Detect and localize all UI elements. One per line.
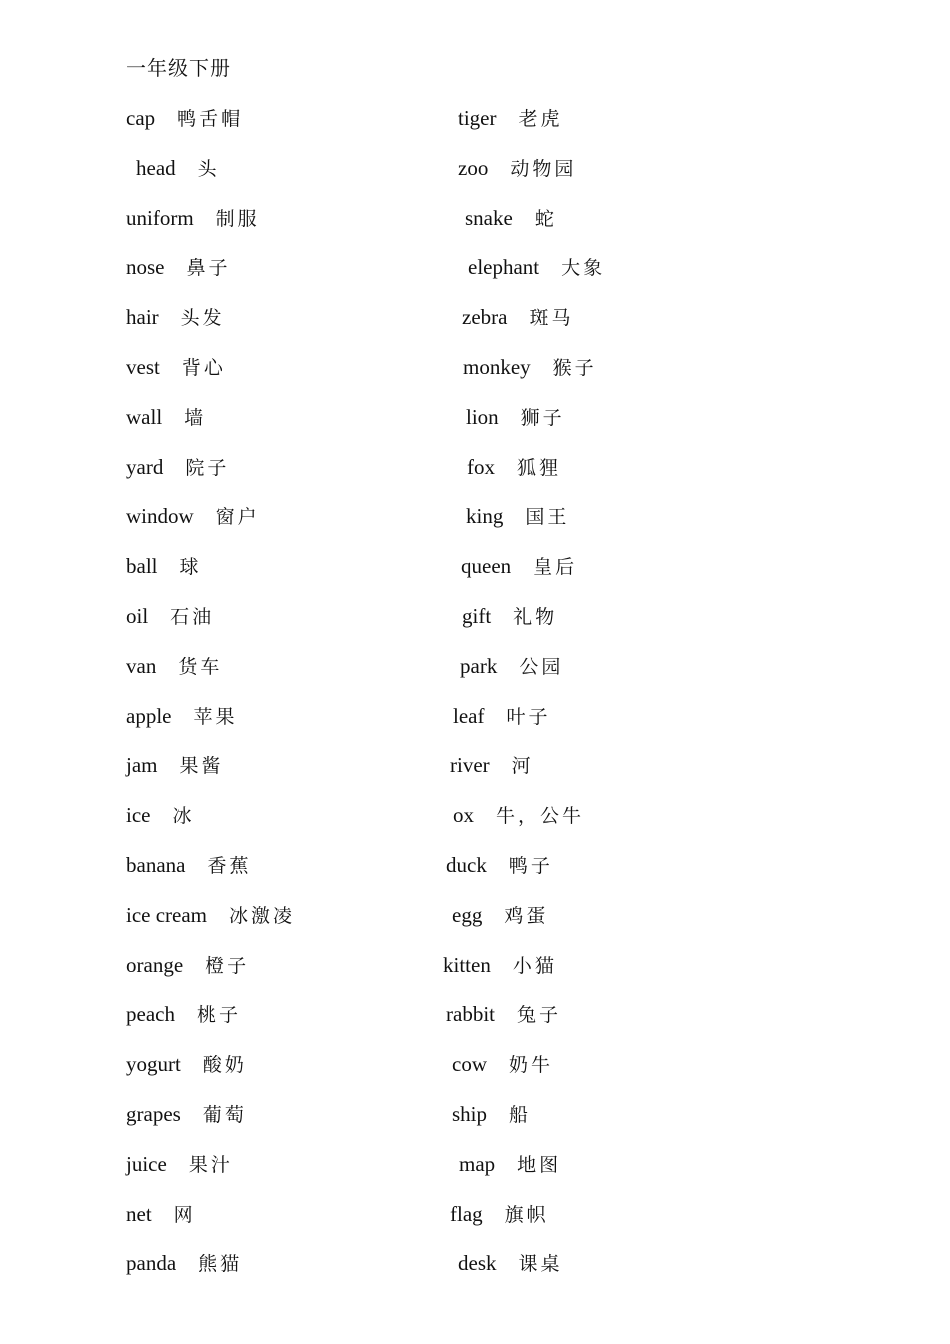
english-word: yard bbox=[126, 455, 164, 479]
english-word: kitten bbox=[443, 953, 491, 977]
vocab-entry-right bbox=[453, 801, 584, 829]
english-word: juice bbox=[126, 1152, 167, 1176]
chinese-meaning: 狐狸 bbox=[517, 457, 562, 479]
chinese-meaning: 货车 bbox=[178, 656, 223, 678]
chinese-meaning: 猴子 bbox=[552, 357, 597, 379]
chinese-meaning: 球 bbox=[179, 556, 202, 578]
chinese-meaning: 老虎 bbox=[518, 108, 563, 130]
chinese-meaning: 橙子 bbox=[205, 955, 250, 977]
english-word: park bbox=[460, 654, 498, 678]
vocab-entry-left bbox=[126, 303, 225, 331]
chinese-meaning: 头发 bbox=[180, 307, 225, 329]
chinese-meaning: 制服 bbox=[215, 208, 260, 230]
english-word: net bbox=[126, 1202, 152, 1226]
vocab-entry-right bbox=[459, 1150, 561, 1178]
chinese-meaning: 狮子 bbox=[520, 407, 565, 429]
vocab-entry-left bbox=[126, 552, 202, 580]
chinese-meaning: 小猫 bbox=[512, 955, 557, 977]
page-title: 一年级下册 bbox=[126, 58, 231, 80]
english-word: window bbox=[126, 504, 194, 528]
chinese-meaning: 皇后 bbox=[533, 556, 578, 578]
chinese-meaning: 窗户 bbox=[215, 506, 260, 528]
chinese-meaning: 大象 bbox=[561, 257, 606, 279]
english-word: hair bbox=[126, 305, 159, 329]
english-word: ox bbox=[453, 803, 474, 827]
english-word: peach bbox=[126, 1002, 175, 1026]
chinese-meaning: 公园 bbox=[519, 656, 564, 678]
chinese-meaning: 鸭舌帽 bbox=[177, 108, 244, 130]
chinese-meaning: 动物园 bbox=[510, 158, 577, 180]
english-word: duck bbox=[446, 853, 487, 877]
chinese-meaning: 熊猫 bbox=[198, 1253, 243, 1275]
english-word: king bbox=[466, 504, 504, 528]
chinese-meaning: 鸡蛋 bbox=[504, 905, 549, 927]
english-word: apple bbox=[126, 704, 172, 728]
vocab-entry-left bbox=[126, 652, 222, 680]
vocab-entry-left bbox=[126, 1249, 242, 1277]
chinese-meaning: 葡萄 bbox=[202, 1104, 247, 1126]
english-word: elephant bbox=[468, 255, 540, 279]
english-word: egg bbox=[452, 903, 483, 927]
chinese-meaning: 叶子 bbox=[506, 706, 551, 728]
english-word: fox bbox=[467, 455, 495, 479]
vocab-entry-right bbox=[462, 602, 557, 630]
vocab-entry-right bbox=[458, 1249, 563, 1277]
chinese-meaning: 蛇 bbox=[534, 208, 557, 230]
english-word: snake bbox=[465, 206, 513, 230]
vocab-entry-left bbox=[126, 1200, 196, 1228]
english-word: queen bbox=[461, 554, 512, 578]
english-word: rabbit bbox=[446, 1002, 495, 1026]
english-word: river bbox=[450, 753, 490, 777]
vocab-entry-left bbox=[126, 204, 260, 232]
vocab-entry-left bbox=[126, 1000, 241, 1028]
chinese-meaning: 背心 bbox=[181, 357, 226, 379]
chinese-meaning: 果汁 bbox=[188, 1154, 233, 1176]
english-word: ball bbox=[126, 554, 158, 578]
english-word: cap bbox=[126, 106, 156, 130]
english-word: van bbox=[126, 654, 157, 678]
vocab-entry-right bbox=[467, 453, 561, 481]
english-word: orange bbox=[126, 953, 184, 977]
vocab-entry-right bbox=[463, 353, 597, 381]
vocab-entry-right bbox=[466, 502, 569, 530]
english-word: jam bbox=[126, 753, 158, 777]
chinese-meaning: 地图 bbox=[517, 1154, 562, 1176]
english-word: ice cream bbox=[126, 903, 208, 927]
chinese-meaning: 鸭子 bbox=[508, 855, 553, 877]
vocab-entry-left bbox=[126, 602, 214, 630]
english-word: ship bbox=[452, 1102, 488, 1126]
english-word: monkey bbox=[463, 355, 531, 379]
chinese-meaning: 礼物 bbox=[513, 606, 558, 628]
english-word: desk bbox=[458, 1251, 497, 1275]
chinese-meaning: 果酱 bbox=[179, 755, 224, 777]
english-word: wall bbox=[126, 405, 163, 429]
vocab-entry-right bbox=[450, 751, 534, 779]
vocab-entry-left bbox=[126, 801, 195, 829]
chinese-meaning: 课桌 bbox=[518, 1253, 563, 1275]
english-word: grapes bbox=[126, 1102, 181, 1126]
chinese-meaning: 香蕉 bbox=[207, 855, 252, 877]
english-word: ice bbox=[126, 803, 151, 827]
vocab-entry-left bbox=[126, 403, 206, 431]
chinese-meaning: 河 bbox=[511, 755, 534, 777]
chinese-meaning: 桃子 bbox=[196, 1004, 241, 1026]
english-word: leaf bbox=[453, 704, 485, 728]
vocab-entry-left bbox=[126, 851, 251, 879]
chinese-meaning: 酸奶 bbox=[202, 1054, 247, 1076]
english-word: yogurt bbox=[126, 1052, 181, 1076]
vocab-entry-right bbox=[452, 901, 548, 929]
vocab-entry-left bbox=[136, 154, 220, 182]
chinese-meaning: 牛，公牛 bbox=[496, 805, 585, 827]
vocab-entry-right bbox=[443, 951, 557, 979]
vocab-entry-right bbox=[465, 204, 557, 232]
english-word: vest bbox=[126, 355, 160, 379]
vocab-entry-right bbox=[461, 552, 577, 580]
vocab-entry-right bbox=[450, 1200, 549, 1228]
english-word: zebra bbox=[462, 305, 508, 329]
vocab-entry-left bbox=[126, 104, 243, 132]
vocab-entry-right bbox=[462, 303, 573, 331]
english-word: zoo bbox=[458, 156, 489, 180]
vocab-entry-left bbox=[126, 453, 229, 481]
vocab-entry-left bbox=[126, 353, 226, 381]
vocab-entry-right bbox=[458, 154, 576, 182]
chinese-meaning: 兔子 bbox=[516, 1004, 561, 1026]
english-word: banana bbox=[126, 853, 186, 877]
chinese-meaning: 国王 bbox=[525, 506, 570, 528]
english-word: panda bbox=[126, 1251, 177, 1275]
chinese-meaning: 斑马 bbox=[529, 307, 574, 329]
chinese-meaning: 冰激凌 bbox=[229, 905, 296, 927]
english-word: tiger bbox=[458, 106, 497, 130]
chinese-meaning: 墙 bbox=[184, 407, 207, 429]
english-word: cow bbox=[452, 1052, 487, 1076]
vocab-entry-right bbox=[446, 851, 553, 879]
vocab-entry-right bbox=[466, 403, 565, 431]
vocab-entry-right bbox=[452, 1100, 531, 1128]
vocab-entry-left bbox=[126, 951, 249, 979]
chinese-meaning: 苹果 bbox=[193, 706, 238, 728]
vocab-entry-left bbox=[126, 1150, 233, 1178]
english-word: lion bbox=[466, 405, 499, 429]
vocab-entry-left bbox=[126, 1050, 247, 1078]
english-word: flag bbox=[450, 1202, 483, 1226]
english-word: head bbox=[136, 156, 176, 180]
english-word: gift bbox=[462, 604, 492, 628]
vocab-entry-left bbox=[126, 901, 295, 929]
chinese-meaning: 冰 bbox=[172, 805, 195, 827]
vocab-entry-right bbox=[458, 104, 563, 132]
chinese-meaning: 鼻子 bbox=[186, 257, 231, 279]
english-word: oil bbox=[126, 604, 149, 628]
vocab-entry-left bbox=[126, 253, 231, 281]
chinese-meaning: 船 bbox=[509, 1104, 532, 1126]
chinese-meaning: 奶牛 bbox=[509, 1054, 554, 1076]
english-word: uniform bbox=[126, 206, 194, 230]
chinese-meaning: 院子 bbox=[185, 457, 230, 479]
vocab-entry-right bbox=[452, 1050, 553, 1078]
vocab-entry-left bbox=[126, 1100, 247, 1128]
vocab-entry-left bbox=[126, 702, 238, 730]
chinese-meaning: 石油 bbox=[170, 606, 215, 628]
chinese-meaning: 旗帜 bbox=[504, 1204, 549, 1226]
vocab-entry-right bbox=[446, 1000, 561, 1028]
vocab-entry-right bbox=[453, 702, 551, 730]
english-word: map bbox=[459, 1152, 496, 1176]
chinese-meaning: 网 bbox=[173, 1204, 196, 1226]
english-word: nose bbox=[126, 255, 165, 279]
vocab-entry-left bbox=[126, 751, 224, 779]
chinese-meaning: 头 bbox=[197, 158, 220, 180]
vocab-entry-left bbox=[126, 502, 260, 530]
vocab-entry-right bbox=[468, 253, 605, 281]
vocab-entry-right bbox=[460, 652, 563, 680]
